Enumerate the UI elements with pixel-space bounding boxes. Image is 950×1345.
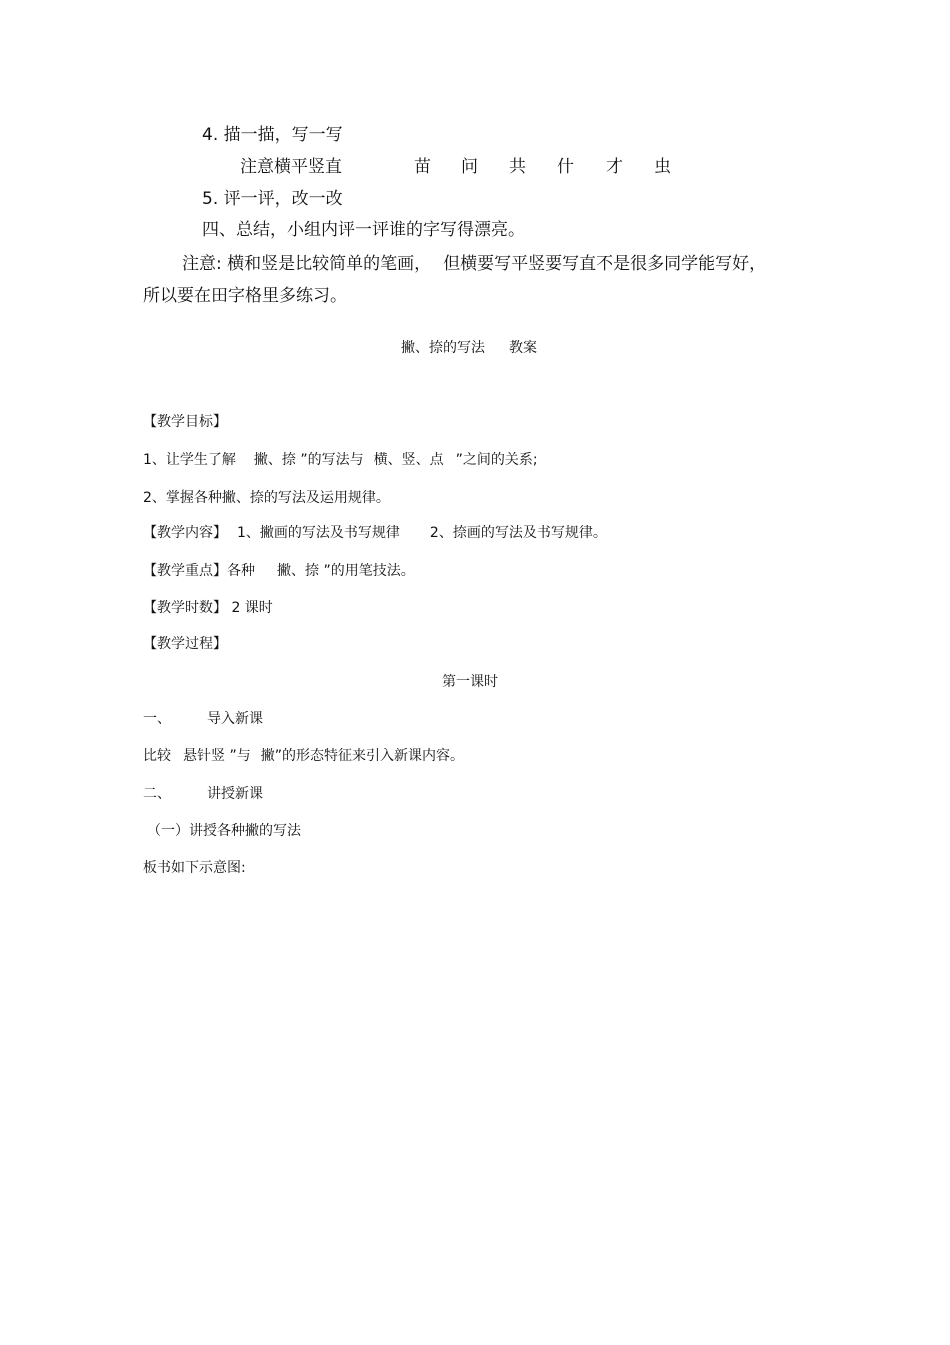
content-item: 2、捺画的写法及书写规律。 bbox=[429, 525, 607, 541]
attention-part-a: 注意: 横和竖是比较简单的笔画， bbox=[182, 254, 432, 274]
section-1-number: 一、 bbox=[143, 711, 171, 727]
lesson-title-main: 撇、捺的写法 bbox=[401, 340, 485, 356]
compare-part: 比较 bbox=[143, 748, 171, 764]
practice-char: 苗 bbox=[414, 157, 431, 177]
board-note: 板书如下示意图: bbox=[143, 860, 246, 876]
focus-heading: 【教学重点】各种 bbox=[143, 563, 255, 579]
practice-char: 什 bbox=[557, 157, 574, 177]
goal-1-part: 横、竖、点 bbox=[373, 452, 444, 468]
step4-text: 4. 描一描，写一写 bbox=[202, 125, 343, 145]
compare-text bbox=[143, 749, 464, 763]
goal-1-part: ”之间的关系; bbox=[455, 452, 538, 468]
focus-text: 撇、捺 ”的用笔技法。 bbox=[277, 563, 415, 579]
practice-char: 虫 bbox=[654, 157, 671, 177]
attention-text-cont: 所以要在田字格里多练习。 bbox=[143, 286, 347, 306]
first-class-title: 第一课时 bbox=[442, 674, 498, 690]
goals-heading: 【教学目标】 bbox=[143, 414, 227, 430]
compare-part: 悬针竖 ”与 bbox=[183, 748, 251, 764]
lesson-title-suffix: 教案 bbox=[509, 340, 537, 356]
section-2-title: 讲授新课 bbox=[207, 786, 263, 802]
lesson-title bbox=[401, 341, 537, 355]
process-heading: 【教学过程】 bbox=[143, 636, 227, 652]
content-heading: 【教学内容】 bbox=[143, 525, 227, 541]
content-item: 1、撇画的写法及书写规律 bbox=[237, 525, 400, 541]
goal-1-part: 1、让学生了解 bbox=[143, 452, 236, 468]
teaching-hours: 【教学时数】 2 课时 bbox=[143, 600, 273, 616]
note-label: 注意横平竖直 bbox=[240, 157, 342, 177]
attention-text bbox=[182, 256, 766, 273]
teaching-content bbox=[143, 526, 607, 540]
teaching-focus bbox=[143, 564, 415, 578]
attention-part-b: 但横要写平竖要写直不是很多同学能写好， bbox=[443, 254, 767, 274]
subsection-1: （一）讲授各种撇的写法 bbox=[147, 823, 301, 839]
practice-char: 才 bbox=[606, 157, 623, 177]
section-1-title: 导入新课 bbox=[207, 711, 263, 727]
section-2-number: 二、 bbox=[143, 786, 171, 802]
compare-part: 撇”的形态特征来引入新课内容。 bbox=[260, 748, 464, 764]
goal-1 bbox=[143, 453, 538, 467]
summary-text: 四、总结，小组内评一评谁的字写得漂亮。 bbox=[202, 220, 525, 240]
goal-2: 2、掌握各种撇、捺的写法及运用规律。 bbox=[143, 490, 390, 506]
step5-text: 5. 评一评，改一改 bbox=[202, 189, 343, 209]
practice-char: 共 bbox=[509, 157, 526, 177]
goal-1-part: 撇、捺 ”的写法与 bbox=[253, 452, 364, 468]
practice-char: 问 bbox=[461, 157, 478, 177]
